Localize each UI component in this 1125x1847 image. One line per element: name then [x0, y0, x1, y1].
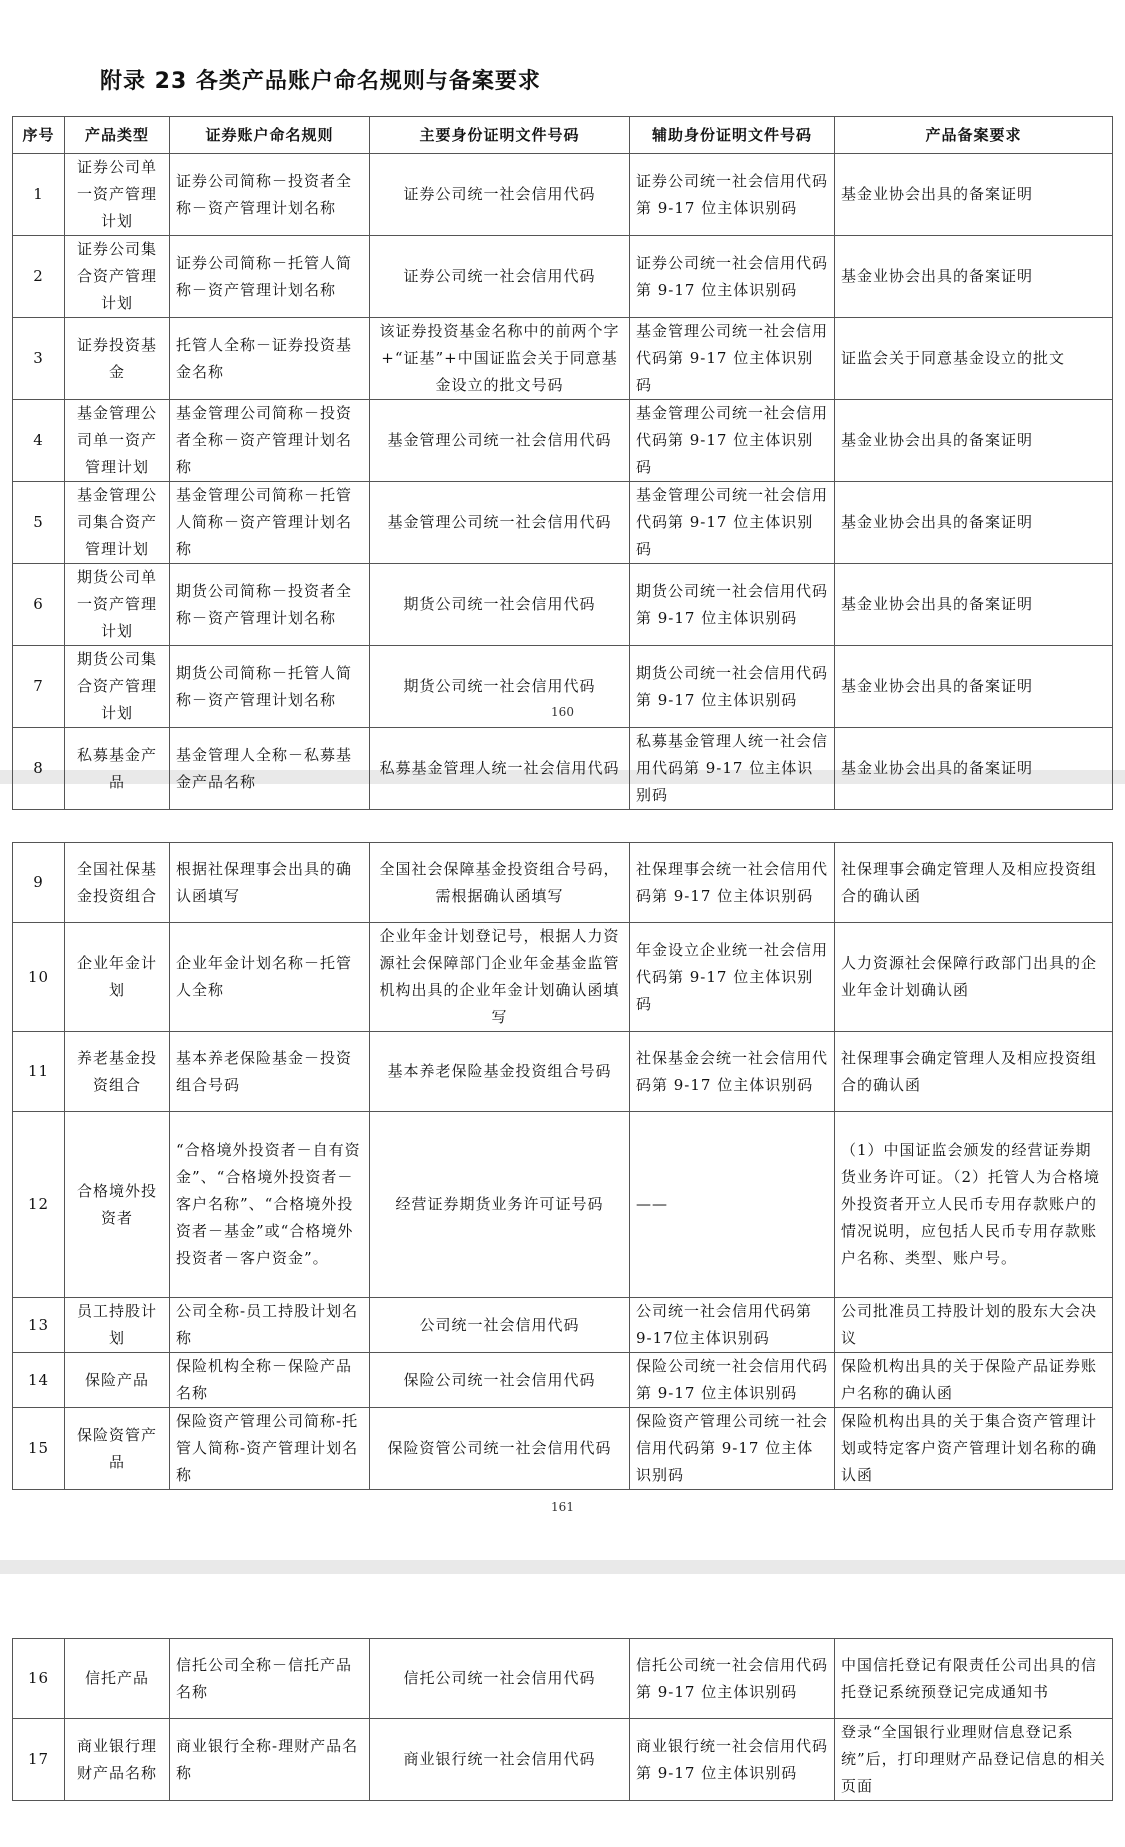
- cell-naming-rule: 证券公司简称－托管人简称－资产管理计划名称: [170, 236, 370, 318]
- cell-aux-id: 基金管理公司统一社会信用代码第 9-17 位主体识别码: [630, 400, 835, 482]
- cell-naming-rule: 基金管理公司简称－托管人简称－资产管理计划名称: [170, 482, 370, 564]
- cell-product-type: 员工持股计划: [65, 1298, 170, 1353]
- cell-naming-rule: 保险机构全称－保险产品名称: [170, 1353, 370, 1408]
- table-header-row: [13, 117, 1113, 154]
- header-aux-id: 辅助身份证明文件号码: [630, 117, 835, 154]
- cell-aux-id: 保险公司统一社会信用代码第 9-17 位主体识别码: [630, 1353, 835, 1408]
- cell-requirement: 基金业协会出具的备案证明: [835, 482, 1113, 564]
- page-number: 161: [551, 1500, 574, 1514]
- cell-main-id: 基本养老保险基金投资组合号码: [370, 1032, 630, 1112]
- cell-main-id: 期货公司统一社会信用代码: [370, 646, 630, 728]
- cell-product-type: 基金管理公司单一资产管理计划: [65, 400, 170, 482]
- cell-requirement: 基金业协会出具的备案证明: [835, 564, 1113, 646]
- table-row: [13, 1353, 1113, 1408]
- cell-naming-rule: 期货公司简称－托管人简称－资产管理计划名称: [170, 646, 370, 728]
- cell-product-type: 合格境外投资者: [65, 1112, 170, 1298]
- cell-requirement: 中国信托登记有限责任公司出具的信托登记系统预登记完成通知书: [835, 1639, 1113, 1719]
- cell-aux-id: 社保基金会统一社会信用代码第 9-17 位主体识别码: [630, 1032, 835, 1112]
- table-row: [13, 1639, 1113, 1719]
- cell-no: 4: [13, 400, 65, 482]
- cell-product-type: 私募基金产品: [65, 728, 170, 810]
- cell-no: 16: [13, 1639, 65, 1719]
- header-rule: 证券账户命名规则: [170, 117, 370, 154]
- cell-no: 2: [13, 236, 65, 318]
- cell-no: 14: [13, 1353, 65, 1408]
- cell-main-id: 企业年金计划登记号，根据人力资源社会保障部门企业年金基金监管机构出具的企业年金计划确认函填写: [370, 923, 630, 1032]
- cell-main-id: 保险资管公司统一社会信用代码: [370, 1408, 630, 1490]
- cell-naming-rule: 基本养老保险基金－投资组合号码: [170, 1032, 370, 1112]
- cell-naming-rule: 公司全称-员工持股计划名称: [170, 1298, 370, 1353]
- cell-main-id: 保险公司统一社会信用代码: [370, 1353, 630, 1408]
- cell-aux-id: 保险资产管理公司统一社会信用代码第 9-17 位主体识别码: [630, 1408, 835, 1490]
- cell-no: 7: [13, 646, 65, 728]
- cell-naming-rule: 证券公司简称－投资者全称－资产管理计划名称: [170, 154, 370, 236]
- cell-main-id: 信托公司统一社会信用代码: [370, 1639, 630, 1719]
- cell-aux-id: 信托公司统一社会信用代码第 9-17 位主体识别码: [630, 1639, 835, 1719]
- cell-requirement: 基金业协会出具的备案证明: [835, 400, 1113, 482]
- cell-naming-rule: 基金管理人全称－私募基金产品名称: [170, 728, 370, 810]
- cell-main-id: 公司统一社会信用代码: [370, 1298, 630, 1353]
- table-row: [13, 923, 1113, 1032]
- cell-requirement: 保险机构出具的关于集合资产管理计划或特定客户资产管理计划名称的确认函: [835, 1408, 1113, 1490]
- table-row: [13, 1719, 1113, 1801]
- cell-product-type: 企业年金计划: [65, 923, 170, 1032]
- cell-naming-rule: “合格境外投资者－自有资金”、“合格境外投资者－客户名称”、“合格境外投资者－基金”或“合格境外投资者－客户资金”。: [170, 1112, 370, 1298]
- header-requirement: 产品备案要求: [835, 117, 1113, 154]
- cell-requirement: 人力资源社会保障行政部门出具的企业年金计划确认函: [835, 923, 1113, 1032]
- table-part-2: [12, 842, 1113, 1490]
- cell-main-id: 私募基金管理人统一社会信用代码: [370, 728, 630, 810]
- cell-requirement: 基金业协会出具的备案证明: [835, 646, 1113, 728]
- table-part-3: [12, 1638, 1113, 1801]
- cell-no: 1: [13, 154, 65, 236]
- cell-product-type: 信托产品: [65, 1639, 170, 1719]
- table-row: [13, 154, 1113, 236]
- cell-requirement: 社保理事会确定管理人及相应投资组合的确认函: [835, 843, 1113, 923]
- table-row: [13, 1408, 1113, 1490]
- cell-no: 9: [13, 843, 65, 923]
- cell-requirement: 证监会关于同意基金设立的批文: [835, 318, 1113, 400]
- cell-main-id: 经营证券期货业务许可证号码: [370, 1112, 630, 1298]
- cell-product-type: 证券投资基金: [65, 318, 170, 400]
- page-separator: [0, 1560, 1125, 1574]
- cell-aux-id: 私募基金管理人统一社会信用代码第 9-17 位主体识别码: [630, 728, 835, 810]
- cell-main-id: 全国社会保障基金投资组合号码，需根据确认函填写: [370, 843, 630, 923]
- cell-product-type: 保险产品: [65, 1353, 170, 1408]
- document-title: 附录 23 各类产品账户命名规则与备案要求: [100, 69, 541, 94]
- cell-aux-id: 证券公司统一社会信用代码第 9-17 位主体识别码: [630, 154, 835, 236]
- cell-aux-id: 公司统一社会信用代码第 9-17位主体识别码: [630, 1298, 835, 1353]
- header-type: 产品类型: [65, 117, 170, 154]
- cell-product-type: 证券公司集合资产管理计划: [65, 236, 170, 318]
- page-number: 160: [551, 705, 574, 719]
- cell-requirement: 公司批准员工持股计划的股东大会决议: [835, 1298, 1113, 1353]
- cell-naming-rule: 保险资产管理公司简称-托管人简称-资产管理计划名称: [170, 1408, 370, 1490]
- cell-product-type: 证券公司单一资产管理计划: [65, 154, 170, 236]
- cell-requirement: 基金业协会出具的备案证明: [835, 236, 1113, 318]
- cell-product-type: 保险资管产品: [65, 1408, 170, 1490]
- cell-no: 12: [13, 1112, 65, 1298]
- cell-no: 17: [13, 1719, 65, 1801]
- cell-aux-id: 证券公司统一社会信用代码第 9-17 位主体识别码: [630, 236, 835, 318]
- cell-product-type: 期货公司集合资产管理计划: [65, 646, 170, 728]
- table-row: [13, 564, 1113, 646]
- cell-no: 8: [13, 728, 65, 810]
- cell-no: 10: [13, 923, 65, 1032]
- table-row: [13, 843, 1113, 923]
- cell-aux-id: 年金设立企业统一社会信用代码第 9-17 位主体识别码: [630, 923, 835, 1032]
- cell-naming-rule: 托管人全称－证券投资基金名称: [170, 318, 370, 400]
- cell-no: 3: [13, 318, 65, 400]
- cell-naming-rule: 基金管理公司简称－投资者全称－资产管理计划名称: [170, 400, 370, 482]
- cell-main-id: 商业银行统一社会信用代码: [370, 1719, 630, 1801]
- cell-aux-id: 社保理事会统一社会信用代码第 9-17 位主体识别码: [630, 843, 835, 923]
- table-row: [13, 1112, 1113, 1298]
- cell-main-id: 证券公司统一社会信用代码: [370, 154, 630, 236]
- cell-no: 15: [13, 1408, 65, 1490]
- cell-main-id: 基金管理公司统一社会信用代码: [370, 400, 630, 482]
- table-row: [13, 482, 1113, 564]
- cell-product-type: 期货公司单一资产管理计划: [65, 564, 170, 646]
- table-row: [13, 236, 1113, 318]
- cell-no: 6: [13, 564, 65, 646]
- header-no: 序号: [13, 117, 65, 154]
- cell-requirement: 保险机构出具的关于保险产品证券账户名称的确认函: [835, 1353, 1113, 1408]
- cell-no: 5: [13, 482, 65, 564]
- table-row: [13, 400, 1113, 482]
- cell-product-type: 养老基金投资组合: [65, 1032, 170, 1112]
- cell-requirement: 登录“全国银行业理财信息登记系统”后，打印理财产品登记信息的相关页面: [835, 1719, 1113, 1801]
- cell-naming-rule: 根据社保理事会出具的确认函填写: [170, 843, 370, 923]
- cell-naming-rule: 期货公司简称－投资者全称－资产管理计划名称: [170, 564, 370, 646]
- cell-aux-id: 基金管理公司统一社会信用代码第 9-17 位主体识别码: [630, 482, 835, 564]
- cell-requirement: 基金业协会出具的备案证明: [835, 728, 1113, 810]
- header-main-id: 主要身份证明文件号码: [370, 117, 630, 154]
- cell-aux-id: 基金管理公司统一社会信用代码第 9-17 位主体识别码: [630, 318, 835, 400]
- table-row: [13, 1298, 1113, 1353]
- cell-aux-id: ——: [630, 1112, 835, 1298]
- cell-requirement: 基金业协会出具的备案证明: [835, 154, 1113, 236]
- cell-product-type: 基金管理公司集合资产管理计划: [65, 482, 170, 564]
- cell-no: 11: [13, 1032, 65, 1112]
- cell-naming-rule: 商业银行全称-理财产品名称: [170, 1719, 370, 1801]
- cell-product-type: 商业银行理财产品名称: [65, 1719, 170, 1801]
- table-row: [13, 318, 1113, 400]
- cell-aux-id: 期货公司统一社会信用代码第 9-17 位主体识别码: [630, 646, 835, 728]
- cell-aux-id: 商业银行统一社会信用代码第 9-17 位主体识别码: [630, 1719, 835, 1801]
- cell-naming-rule: 企业年金计划名称－托管人全称: [170, 923, 370, 1032]
- cell-main-id: 证券公司统一社会信用代码: [370, 236, 630, 318]
- table-row: [13, 728, 1113, 810]
- cell-naming-rule: 信托公司全称－信托产品名称: [170, 1639, 370, 1719]
- cell-main-id: 期货公司统一社会信用代码: [370, 564, 630, 646]
- cell-main-id: 基金管理公司统一社会信用代码: [370, 482, 630, 564]
- cell-no: 13: [13, 1298, 65, 1353]
- cell-aux-id: 期货公司统一社会信用代码第 9-17 位主体识别码: [630, 564, 835, 646]
- cell-product-type: 全国社保基金投资组合: [65, 843, 170, 923]
- cell-main-id: 该证券投资基金名称中的前两个字+“证基”+中国证监会关于同意基金设立的批文号码: [370, 318, 630, 400]
- table-row: [13, 1032, 1113, 1112]
- cell-requirement: （1）中国证监会颁发的经营证券期货业务许可证。（2）托管人为合格境外投资者开立人民币专用存款账户的情况说明，应包括人民币专用存款账户名称、类型、账户号。: [835, 1112, 1113, 1298]
- cell-requirement: 社保理事会确定管理人及相应投资组合的确认函: [835, 1032, 1113, 1112]
